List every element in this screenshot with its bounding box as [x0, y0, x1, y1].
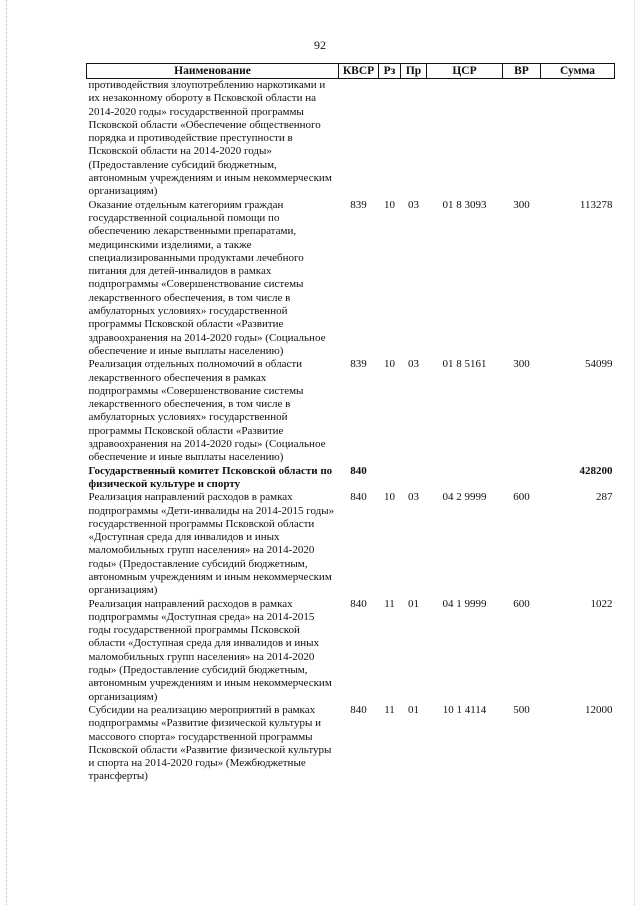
header-sum: Сумма	[541, 64, 615, 79]
cell-rz: 10	[384, 491, 395, 504]
cell-sum	[541, 79, 615, 199]
cell-name: Реализация направлений расходов в рамках подпрограммы «Дети-инвалиды на 2014-2015 годы» государственной программы Псковской области «Доступная среда для инвалидов и иных маломобильных групп населения» на 2014-2020 годы» (Предоставление субсидий бюджетным, автономным учреждениям и иным некоммерческим организациям)	[88, 491, 335, 597]
cell-kvsr: 839	[350, 198, 367, 211]
header-csr: ЦСР	[427, 64, 503, 79]
page-number: 92	[314, 38, 326, 52]
cell-csr: 10 1 4114	[442, 703, 487, 716]
cell-csr: 04 2 9999	[442, 491, 487, 504]
cell-kvsr: 840	[350, 491, 367, 504]
cell-vr: 600	[513, 597, 530, 610]
cell-pr: 03	[408, 491, 419, 504]
cell-kvsr: 840	[350, 597, 367, 610]
scan-edge-left	[6, 0, 8, 905]
scan-edge-right	[634, 0, 636, 905]
table-row	[87, 79, 615, 199]
cell-pr: 03	[408, 198, 419, 211]
cell-pr	[401, 465, 427, 492]
cell-rz: 11	[384, 597, 395, 610]
cell-csr	[427, 79, 503, 199]
cell-vr	[503, 79, 541, 199]
cell-pr: 03	[408, 358, 419, 371]
cell-sum: 1022	[590, 597, 613, 610]
table-row	[87, 491, 615, 597]
cell-vr: 300	[513, 358, 530, 371]
cell-name: Реализация направлений расходов в рамках подпрограммы «Доступная среда» на 2014-2015 годы государственной программы Псковской области «Доступная среда для инвалидов и иных маломобильных групп населения» на 2014-2020 годы» (Предоставление субсидий бюджетным, автономным учреждениям и иным некоммерческим организациям)	[88, 597, 332, 703]
table-row	[87, 598, 615, 704]
cell-vr: 300	[513, 198, 530, 211]
cell-csr	[427, 465, 503, 492]
cell-vr: 600	[513, 491, 530, 504]
cell-kvsr: 840	[350, 703, 367, 716]
table-row	[87, 358, 615, 464]
cell-csr: 04 1 9999	[442, 597, 487, 610]
table-row-section	[87, 465, 615, 492]
cell-name: Реализация отдельных полномочий в области лекарственного обеспечения в рамках подпрограммы «Совершенствование системы лекарственного обеспечения, в том числе в амбулаторных условиях» государственной программы Псковской области «Развитие здравоохранения на 2014-2020 годы» (Социальное обеспечение и иные выплаты населению)	[88, 358, 326, 464]
cell-rz: 10	[384, 358, 395, 371]
cell-name: противодействия злоупотреблению наркотиками и их незаконному обороту в Псковской области на 2014-2020 годы» государственной программы Псковской области «Обеспечение общественного порядка и противодействие преступности в Псковской области на 2014-2020 годы» (Предоставление субсидий бюджетным, автономным учреждениям и иным некоммерческим организациям)	[88, 79, 332, 198]
header-name: Наименование	[87, 64, 339, 79]
cell-pr: 01	[408, 703, 419, 716]
cell-rz	[379, 465, 401, 492]
cell-sum: 287	[596, 491, 613, 504]
cell-kvsr: 839	[350, 358, 367, 371]
cell-rz: 11	[384, 703, 395, 716]
table-row	[87, 704, 615, 784]
cell-csr: 01 8 5161	[442, 358, 487, 371]
budget-table	[86, 63, 615, 784]
cell-vr	[503, 465, 541, 492]
header-vr: ВР	[503, 64, 541, 79]
header-pr: Пр	[401, 64, 427, 79]
cell-name: Оказание отдельным категориям граждан государственной социальной помощи по обеспечению лекарственными препаратами, медицинскими изделиями, а также специализированными продуктами лечебного питания для детей-инвалидов в рамках подпрограммы «Совершенствование системы лекарственного обеспечения, в том числе в амбулаторных условиях» государственной программы Псковской области «Развитие здравоохранения на 2014-2020 годы» (Социальное обеспечение и иные выплаты населению)	[88, 198, 326, 357]
cell-vr: 500	[513, 703, 530, 716]
cell-name: Субсидии на реализацию мероприятий в рамках подпрограммы «Развитие физической культуры и массового спорта» государственной программы Псковской области «Развитие физической культуры и спорта на 2014-2020 годы» (Межбюджетные трансферты)	[88, 703, 332, 783]
cell-sum: 113278	[579, 198, 613, 211]
cell-pr: 01	[408, 597, 419, 610]
cell-pr	[401, 79, 427, 199]
cell-rz	[379, 79, 401, 199]
cell-rz: 10	[384, 198, 395, 211]
table-row	[87, 199, 615, 359]
cell-sum: 12000	[585, 703, 613, 716]
header-rz: Рз	[379, 64, 401, 79]
cell-csr: 01 8 3093	[442, 198, 487, 211]
cell-sum: 428200	[579, 464, 613, 477]
cell-name: Государственный комитет Псковской области по физической культуре и спорту	[88, 464, 333, 490]
cell-kvsr: 840	[350, 464, 367, 477]
cell-kvsr	[339, 79, 379, 199]
table-header-row	[87, 64, 615, 79]
header-kvsr: КВСР	[339, 64, 379, 79]
cell-sum: 54099	[585, 358, 613, 371]
